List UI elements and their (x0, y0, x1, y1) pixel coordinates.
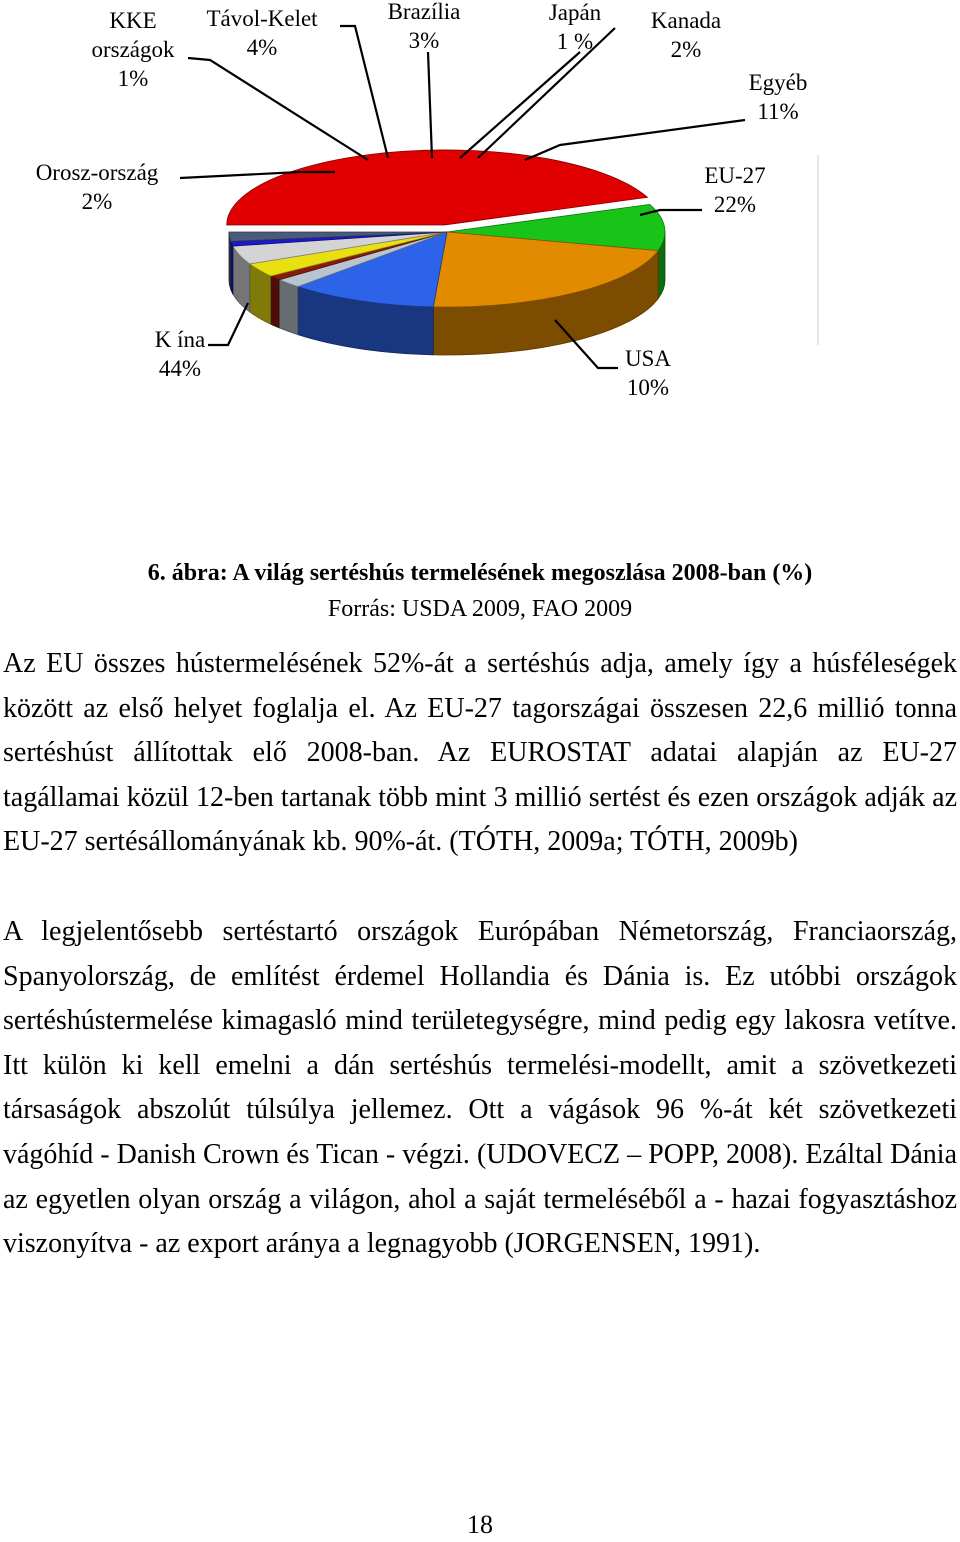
leader-line-braz-lia (428, 52, 432, 158)
slice-label-egy-b: Egyéb (748, 70, 808, 95)
leader-line-egy-b (525, 120, 745, 160)
slice-label-braz-lia: 3% (408, 28, 440, 53)
slice-label-oroszorsz-g: 2% (81, 189, 113, 214)
pie-side-jap-n (271, 276, 279, 328)
slice-label-egy-b: 11% (757, 99, 799, 124)
slice-label-oroszorsz-g: Orosz-ország (35, 160, 159, 185)
slice-label-jap-n: Japán (548, 0, 602, 25)
slice-label-kke-orsz-gok: 1% (117, 66, 149, 91)
slice-label-eu-27: EU-27 (704, 163, 766, 188)
slice-label-t-vol-kelet: Távol-Kelet (206, 6, 318, 31)
pie-slices (227, 150, 665, 307)
leader-line-jap-n (460, 52, 580, 158)
slice-label-kanada: Kanada (650, 8, 722, 33)
slice-label-eu-27: 22% (713, 192, 757, 217)
slice-label-usa: USA (624, 346, 672, 371)
body-paragraph: A legjelentősebb sertéstartó országok Európában Németország, Franciaország, Spanyolország, de említést érdemel Hollandia és Dánia is. Ez utóbbi országok sertéshústermelése kimagasló mind területegységre, mind pedig egy lakosra vetítve. Itt külön ki kell emelni a dán sertéshús termelési-modellt, amit a szövetkezeti társaságok abszolút túlsúlya jellemez. Ott a vágások 96 %-át két szövetkezeti vágóhíd - Danish Crown és Tican - végzi. (UDOVECZ – POPP, 2008). Ezáltal Dánia az egyetlen olyan ország a világon, ahol a saját termeléséből a - hazai fogyasztáshoz viszonyítva - az export aránya a legnagyobb (JORGENSEN, 1991). (3, 916, 957, 1260)
slice-label-kanada: 2% (670, 37, 702, 62)
leader-line-t-vol-kelet (340, 26, 388, 158)
slice-label-k-na: K ína (154, 327, 206, 352)
pie-side-kanada (279, 280, 298, 335)
figure-caption: 6. ábra: A világ sertéshús termelésének megoszlása 2008-ban (%) (147, 560, 813, 586)
page-number: 18 (467, 1510, 493, 1539)
figure-source: Forrás: USDA 2009, FAO 2009 (327, 596, 633, 622)
leader-line-kke-orsz-gok (188, 58, 368, 160)
slice-label-kke-orsz-gok: országok (91, 37, 175, 62)
leader-line-k-na (208, 303, 248, 345)
slice-label-t-vol-kelet: 4% (246, 35, 278, 60)
pie-chart (0, 0, 960, 430)
slice-label-braz-lia: Brazília (387, 0, 461, 24)
slice-label-kke-orsz-gok: KKE (109, 8, 157, 33)
slice-label-usa: 10% (626, 375, 670, 400)
slice-label-jap-n: 1 % (556, 29, 594, 54)
slice-label-k-na: 44% (158, 356, 202, 381)
leader-line-kanada (478, 28, 615, 158)
body-paragraph: Az EU összes hústermelésének 52%-át a sertéshús adja, amely így a húsféleségek között az első helyet foglalja el. Az EU-27 tagországai összesen 22,6 millió tonna sertéshúst állítottak elő 2008-ban. Az EUROSTAT adatai alapján az EU-27 tagállamai közül 12-ben tartanak több mint 3 millió sertést és ezen országok adják az EU-27 sertésállományának kb. 90%-át. (TÓTH, 2009a; TÓTH, 2009b) (3, 648, 957, 858)
